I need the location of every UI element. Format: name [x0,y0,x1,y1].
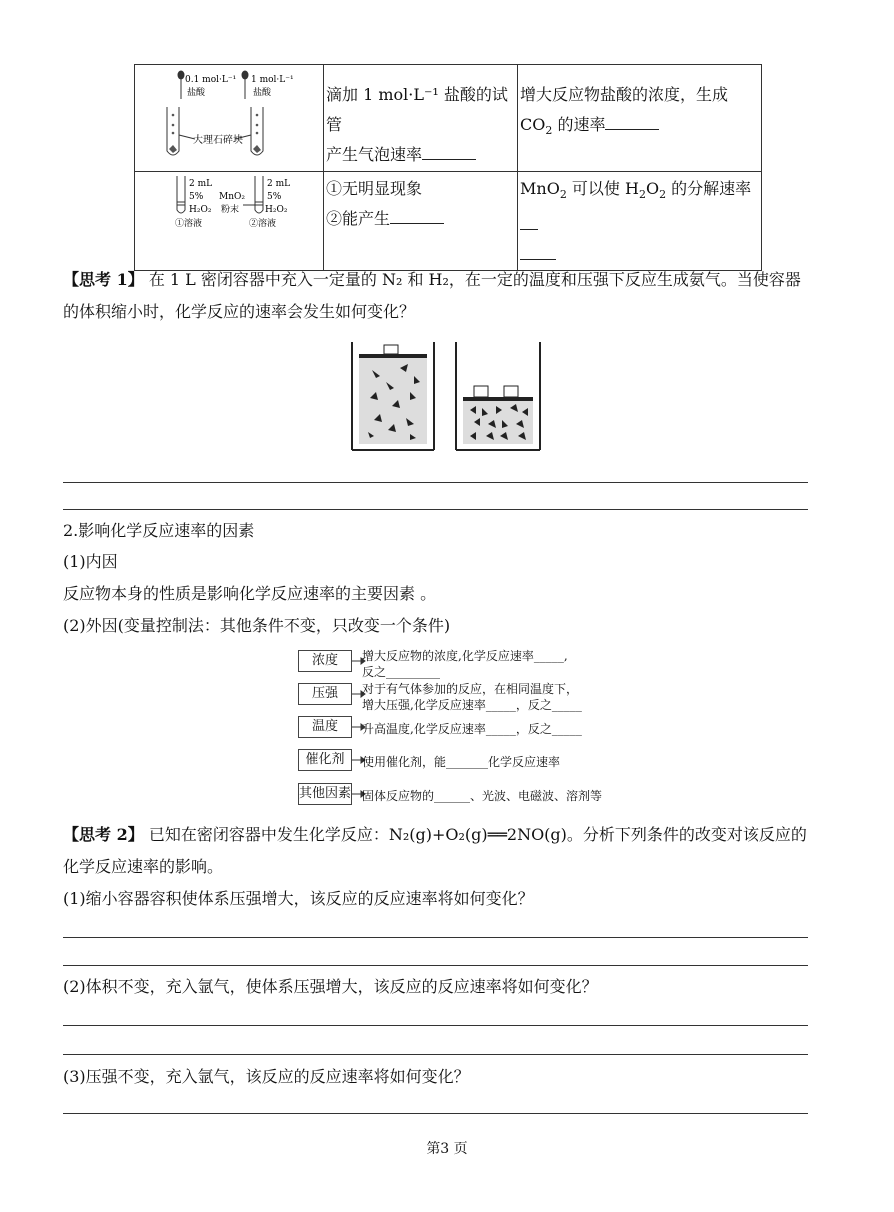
sub-2b: 2 [638,188,646,202]
exp2-conclusion-text: 的分解速率 [666,179,752,198]
exp2-conclusion-blank-b[interactable] [520,245,556,260]
think2-line1 [63,824,807,846]
q1-answer-line2[interactable] [63,965,808,966]
left-h2o2-label: H₂O₂ [189,205,212,215]
exp2-phenomenon-line2: ②能产生 [326,209,391,228]
marble-label: 大理石碎块 [193,135,243,146]
left-percent-label: 5% [189,192,204,202]
sub-2c: 2 [659,188,667,202]
exp1-phenomenon-cell [324,65,518,172]
exp1-phenomenon-line1: 滴加 1 mol·L⁻¹ 盐酸的试管 [326,85,508,134]
exp1-image-cell [135,65,324,172]
experiment-table [134,64,762,271]
think2-line2: 化学反应速率的影响。 [63,857,224,876]
h2o2-mno2-test-tube-diagram [137,172,323,238]
exp1-conclusion-line1: 增大反应物盐酸的浓度，生成 [520,85,729,104]
concl-mid: 可以使 H [566,179,639,198]
concl-mid2: O [645,179,660,198]
think1-line1 [63,269,801,291]
think1-tag: 【思考 1】 [63,270,144,289]
think1-line2: 的体积缩小时，化学反应的速率会发生如何变化？ [63,302,416,321]
think2-question2: (2)体积不变，充入氩气，使体系压强增大，该反应的反应速率将如何变化？ [63,977,598,996]
factor-text-concentration-1: 增大反应物的浓度,化学反应速率_____, [362,649,568,663]
right-solution-label: ②溶液 [249,219,277,229]
outer-factor-title: (2)外因(变量控制法：其他条件不变，只改变一个条件) [63,616,451,635]
page-number: 第3 页 [426,1141,468,1157]
sub-2a: 2 [559,188,567,202]
inner-factor-title: (1)内因 [63,552,118,571]
exp2-answer-blank[interactable] [390,209,444,224]
exp1-phenomenon-line2: 产生气泡速率 [326,145,423,164]
exp1-conclusion-cell [518,65,762,172]
factor-text-pressure-1: 对于有气体参加的反应，在相同温度下， [362,682,579,696]
q3-answer-line1[interactable] [63,1113,808,1114]
factor-text-catalyst: 使用催化剂，能_______化学反应速率 [362,755,561,769]
container-compression-diagram [350,340,546,452]
left-conc-label: 0.1 mol·L⁻¹ [185,75,237,85]
q2-answer-line1[interactable] [63,1025,808,1026]
factor-box-pressure: 压强 [298,683,352,705]
think1-text1: 在 1 L 密闭容器中充入一定量的 N₂ 和 H₂，在一定的温度和压强下反应生成氨气。当使容器 [148,270,801,289]
q1-answer-line1[interactable] [63,937,808,938]
factor-box-concentration: 浓度 [298,650,352,672]
factor-box-temperature: 温度 [298,716,352,738]
exp2-image-cell [135,172,324,271]
exp2-conclusion-cell [518,172,762,271]
right-volume-label: 2 mL [267,179,291,189]
mno2-formula: MnO [520,179,560,198]
think1-answer-line2[interactable] [63,509,808,510]
exp1-answer-blank[interactable] [422,145,476,160]
factor-text-temperature: 升高温度,化学反应速率_____，反之_____ [362,722,582,736]
exp1-conclusion-blank[interactable] [605,115,659,130]
section2-heading: 2.影响化学反应速率的因素 [63,521,255,540]
think2-question1: (1)缩小容器容积使体系压强增大，该反应的反应速率将如何变化？ [63,889,534,908]
think2-text1: 已知在密闭容器中发生化学反应：N₂(g)+O₂(g)══2NO(g)。分析下列条件的改变对该反应的 [148,825,807,844]
exp2-phenomenon-line1: ①无明显现象 [326,179,423,198]
right-conc-label: 1 mol·L⁻¹ [251,75,294,85]
mno2-label: MnO₂ [219,192,245,202]
right-h2o2-label: H₂O₂ [265,205,288,215]
right-percent-label: 5% [267,192,282,202]
q2-answer-line2[interactable] [63,1054,808,1055]
factor-text-concentration-2: 反之_________ [362,665,441,679]
think1-answer-line1[interactable] [63,482,808,483]
think2-tag: 【思考 2】 [63,825,144,844]
factor-text-pressure-2: 增大压强,化学反应速率_____，反之_____ [362,698,582,712]
factor-box-other: 其他因素 [298,783,352,805]
exp2-conclusion-blank-a[interactable] [520,215,538,230]
left-volume-label: 2 mL [189,179,213,189]
think2-question3: (3)压强不变，充入氩气，该反应的反应速率将如何变化？ [63,1067,470,1086]
co2-subscript: 2 [545,124,553,138]
inner-factor-text: 反应物本身的性质是影响化学反应速率的主要因素 。 [63,584,437,603]
left-solution-label: ①溶液 [175,219,203,229]
co2-formula: CO [520,115,546,134]
marble-hcl-test-tube-diagram [137,65,323,171]
exp1-conclusion-line2: 的速率 [552,115,606,134]
right-acid-label: 盐酸 [253,88,272,98]
factor-box-catalyst: 催化剂 [298,749,352,771]
powder-label: 粉末 [221,205,240,215]
factor-text-other: 固体反应物的______、光波、电磁波、溶剂等 [362,789,603,803]
exp2-phenomenon-cell [324,172,518,271]
left-acid-label: 盐酸 [187,88,206,98]
